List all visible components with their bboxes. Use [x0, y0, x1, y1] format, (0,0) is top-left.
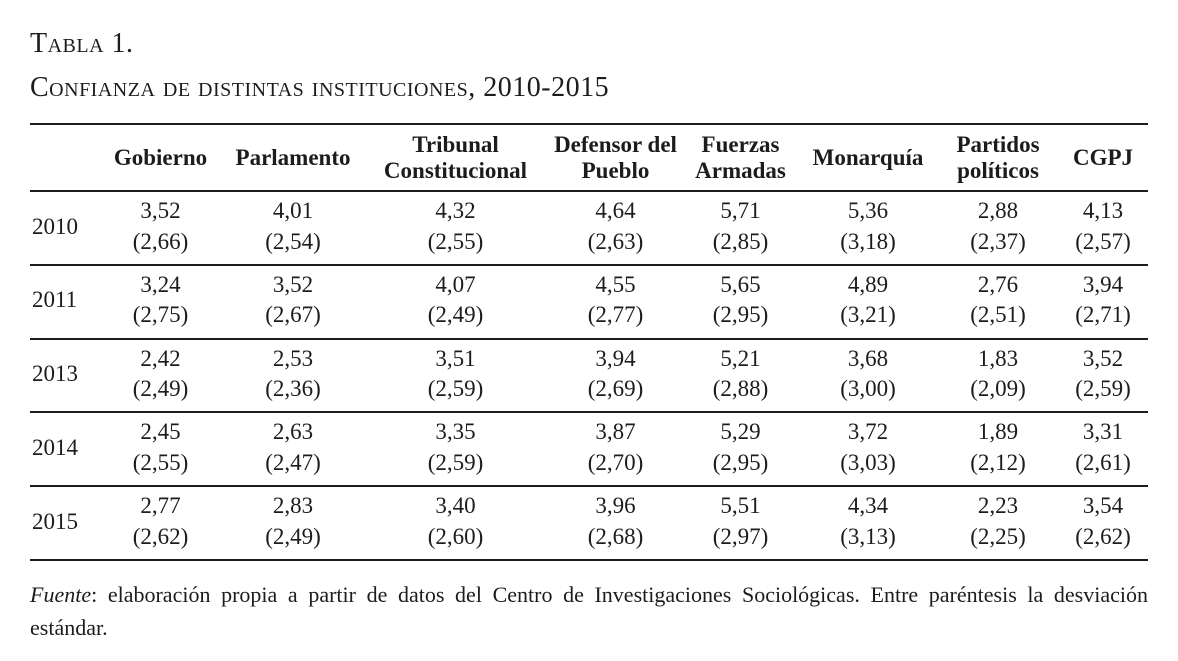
value-cell [363, 486, 548, 560]
std-deviation-value: (3,18) [840, 228, 896, 254]
mean-value: 4,32 [435, 198, 476, 224]
value-cell [798, 412, 938, 486]
value-cell [363, 412, 548, 486]
table-caption: Confianza de distintas instituciones, 2010-2015 [30, 72, 610, 104]
mean-value: 5,21 [720, 345, 761, 371]
value-cell [98, 412, 223, 486]
std-deviation-value: (2,88) [712, 376, 769, 402]
value-cell [683, 265, 798, 339]
mean-value: 3,35 [435, 419, 476, 445]
std-deviation-value: (3,13) [840, 523, 896, 549]
std-deviation-value: (3,21) [840, 302, 896, 328]
column-header-year [30, 124, 98, 192]
column-header: Fuerzas Armadas [683, 124, 798, 192]
std-deviation-value: (2,97) [712, 523, 769, 549]
value-cell [938, 191, 1058, 265]
table-row [30, 486, 1148, 560]
value-cell [1058, 265, 1148, 339]
table-header-row [30, 124, 1148, 192]
value-cell [798, 486, 938, 560]
mean-value: 2,83 [272, 493, 314, 519]
source-note-label: Fuente [30, 581, 92, 607]
std-deviation-value: (2,63) [587, 228, 644, 254]
value-cell [683, 191, 798, 265]
std-deviation-value: (3,00) [840, 376, 896, 402]
mean-value: 4,34 [847, 493, 889, 519]
year-label: 2011 [30, 265, 98, 339]
std-deviation-value: (2,49) [427, 302, 484, 328]
mean-value: 3,52 [1082, 345, 1124, 371]
value-cell [363, 339, 548, 413]
mean-value: 2,76 [977, 272, 1019, 297]
std-deviation-value: (2,47) [265, 449, 321, 475]
std-deviation-value: (3,03) [840, 449, 896, 475]
value-cell [363, 265, 548, 339]
std-deviation-value: (2,60) [427, 523, 484, 549]
column-header: Defensor del Pueblo [548, 124, 683, 192]
std-deviation-value: (2,62) [1075, 523, 1131, 549]
mean-value: 4,07 [435, 272, 476, 297]
std-deviation-value: (2,75) [132, 302, 189, 328]
std-deviation-value: (2,95) [712, 449, 769, 475]
table-number-label: Tabla 1. [30, 28, 134, 59]
std-deviation-value: (2,25) [970, 523, 1026, 549]
value-cell [798, 339, 938, 413]
column-header: CGPJ [1058, 124, 1148, 192]
table-body [30, 191, 1148, 560]
year-label: 2013 [30, 339, 98, 413]
mean-value: 3,54 [1082, 493, 1124, 519]
value-cell [98, 339, 223, 413]
std-deviation-value: (2,55) [132, 449, 189, 475]
table-row [30, 412, 1148, 486]
std-deviation-value: (2,51) [970, 302, 1026, 328]
mean-value: 5,71 [720, 198, 761, 224]
mean-value: 5,29 [720, 419, 761, 445]
table-row [30, 191, 1148, 265]
value-cell [223, 486, 363, 560]
mean-value: 5,51 [720, 493, 761, 519]
mean-value: 2,63 [272, 419, 314, 445]
value-cell [1058, 412, 1148, 486]
table-header [30, 124, 1148, 192]
source-note-text: : elaboración propia a partir de datos del Centro de Investigaciones Sociológicas. Entre paréntesis la desviación estándar. [30, 581, 1148, 640]
value-cell [683, 339, 798, 413]
mean-value: 1,83 [977, 345, 1019, 371]
mean-value: 4,64 [595, 198, 636, 224]
std-deviation-value: (2,57) [1075, 228, 1131, 254]
std-deviation-value: (2,36) [265, 376, 321, 402]
mean-value: 3,96 [595, 493, 636, 519]
value-cell [938, 339, 1058, 413]
value-cell [938, 265, 1058, 339]
value-cell [1058, 339, 1148, 413]
std-deviation-value: (2,49) [265, 523, 321, 549]
year-label: 2015 [30, 486, 98, 560]
mean-value: 2,42 [140, 345, 181, 371]
value-cell [938, 412, 1058, 486]
value-cell [98, 486, 223, 560]
mean-value: 2,77 [140, 493, 181, 519]
mean-value: 3,52 [272, 272, 314, 297]
column-header: Monarquía [798, 124, 938, 192]
mean-value: 3,31 [1082, 419, 1124, 445]
value-cell [548, 265, 683, 339]
table-row [30, 265, 1148, 339]
mean-value: 4,01 [272, 198, 314, 224]
std-deviation-value: (2,49) [132, 376, 189, 402]
value-cell [683, 486, 798, 560]
std-deviation-value: (2,66) [132, 228, 189, 254]
value-cell [548, 486, 683, 560]
std-deviation-value: (2,54) [265, 228, 321, 254]
column-header: Gobierno [98, 124, 223, 192]
std-deviation-value: (2,85) [712, 228, 769, 254]
column-header: Parlamento [223, 124, 363, 192]
column-header: Tribunal Constitucional [363, 124, 548, 192]
mean-value: 4,13 [1082, 198, 1124, 224]
mean-value: 3,94 [1082, 272, 1124, 297]
std-deviation-value: (2,09) [970, 376, 1026, 402]
confidence-table [30, 123, 1148, 561]
mean-value: 5,65 [720, 272, 761, 297]
std-deviation-value: (2,37) [970, 228, 1026, 254]
std-deviation-value: (2,59) [427, 449, 484, 475]
mean-value: 3,40 [435, 493, 476, 519]
value-cell [363, 191, 548, 265]
mean-value: 3,24 [140, 272, 181, 297]
mean-value: 4,55 [595, 272, 636, 297]
mean-value: 3,94 [595, 345, 636, 371]
std-deviation-value: (2,69) [587, 376, 644, 402]
std-deviation-value: (2,55) [427, 228, 484, 254]
value-cell [1058, 191, 1148, 265]
mean-value: 5,36 [847, 198, 889, 224]
mean-value: 3,52 [140, 198, 181, 224]
mean-value: 2,23 [977, 493, 1019, 519]
value-cell [98, 191, 223, 265]
source-note [30, 578, 1148, 644]
table-row [30, 339, 1148, 413]
std-deviation-value: (2,62) [132, 523, 189, 549]
mean-value: 2,88 [977, 198, 1019, 224]
mean-value: 1,89 [977, 419, 1019, 445]
std-deviation-value: (2,95) [712, 302, 769, 328]
year-label: 2010 [30, 191, 98, 265]
std-deviation-value: (2,12) [970, 449, 1026, 475]
std-deviation-value: (2,61) [1075, 449, 1131, 475]
value-cell [798, 265, 938, 339]
mean-value: 3,87 [595, 419, 636, 445]
std-deviation-value: (2,77) [587, 302, 644, 328]
value-cell [798, 191, 938, 265]
value-cell [548, 412, 683, 486]
value-cell [1058, 486, 1148, 560]
mean-value: 2,45 [140, 419, 181, 445]
value-cell [223, 339, 363, 413]
std-deviation-value: (2,59) [1075, 376, 1131, 402]
value-cell [223, 265, 363, 339]
value-cell [548, 191, 683, 265]
value-cell [548, 339, 683, 413]
std-deviation-value: (2,71) [1075, 302, 1131, 328]
value-cell [98, 265, 223, 339]
mean-value: 2,53 [272, 345, 314, 371]
year-label: 2014 [30, 412, 98, 486]
value-cell [223, 412, 363, 486]
std-deviation-value: (2,67) [265, 302, 321, 328]
mean-value: 3,72 [847, 419, 889, 445]
std-deviation-value: (2,70) [587, 449, 644, 475]
mean-value: 3,51 [435, 345, 476, 371]
std-deviation-value: (2,59) [427, 376, 484, 402]
value-cell [938, 486, 1058, 560]
mean-value: 3,68 [847, 345, 889, 371]
column-header: Partidos políticos [938, 124, 1058, 192]
value-cell [223, 191, 363, 265]
mean-value: 4,89 [847, 272, 889, 297]
value-cell [683, 412, 798, 486]
std-deviation-value: (2,68) [587, 523, 644, 549]
